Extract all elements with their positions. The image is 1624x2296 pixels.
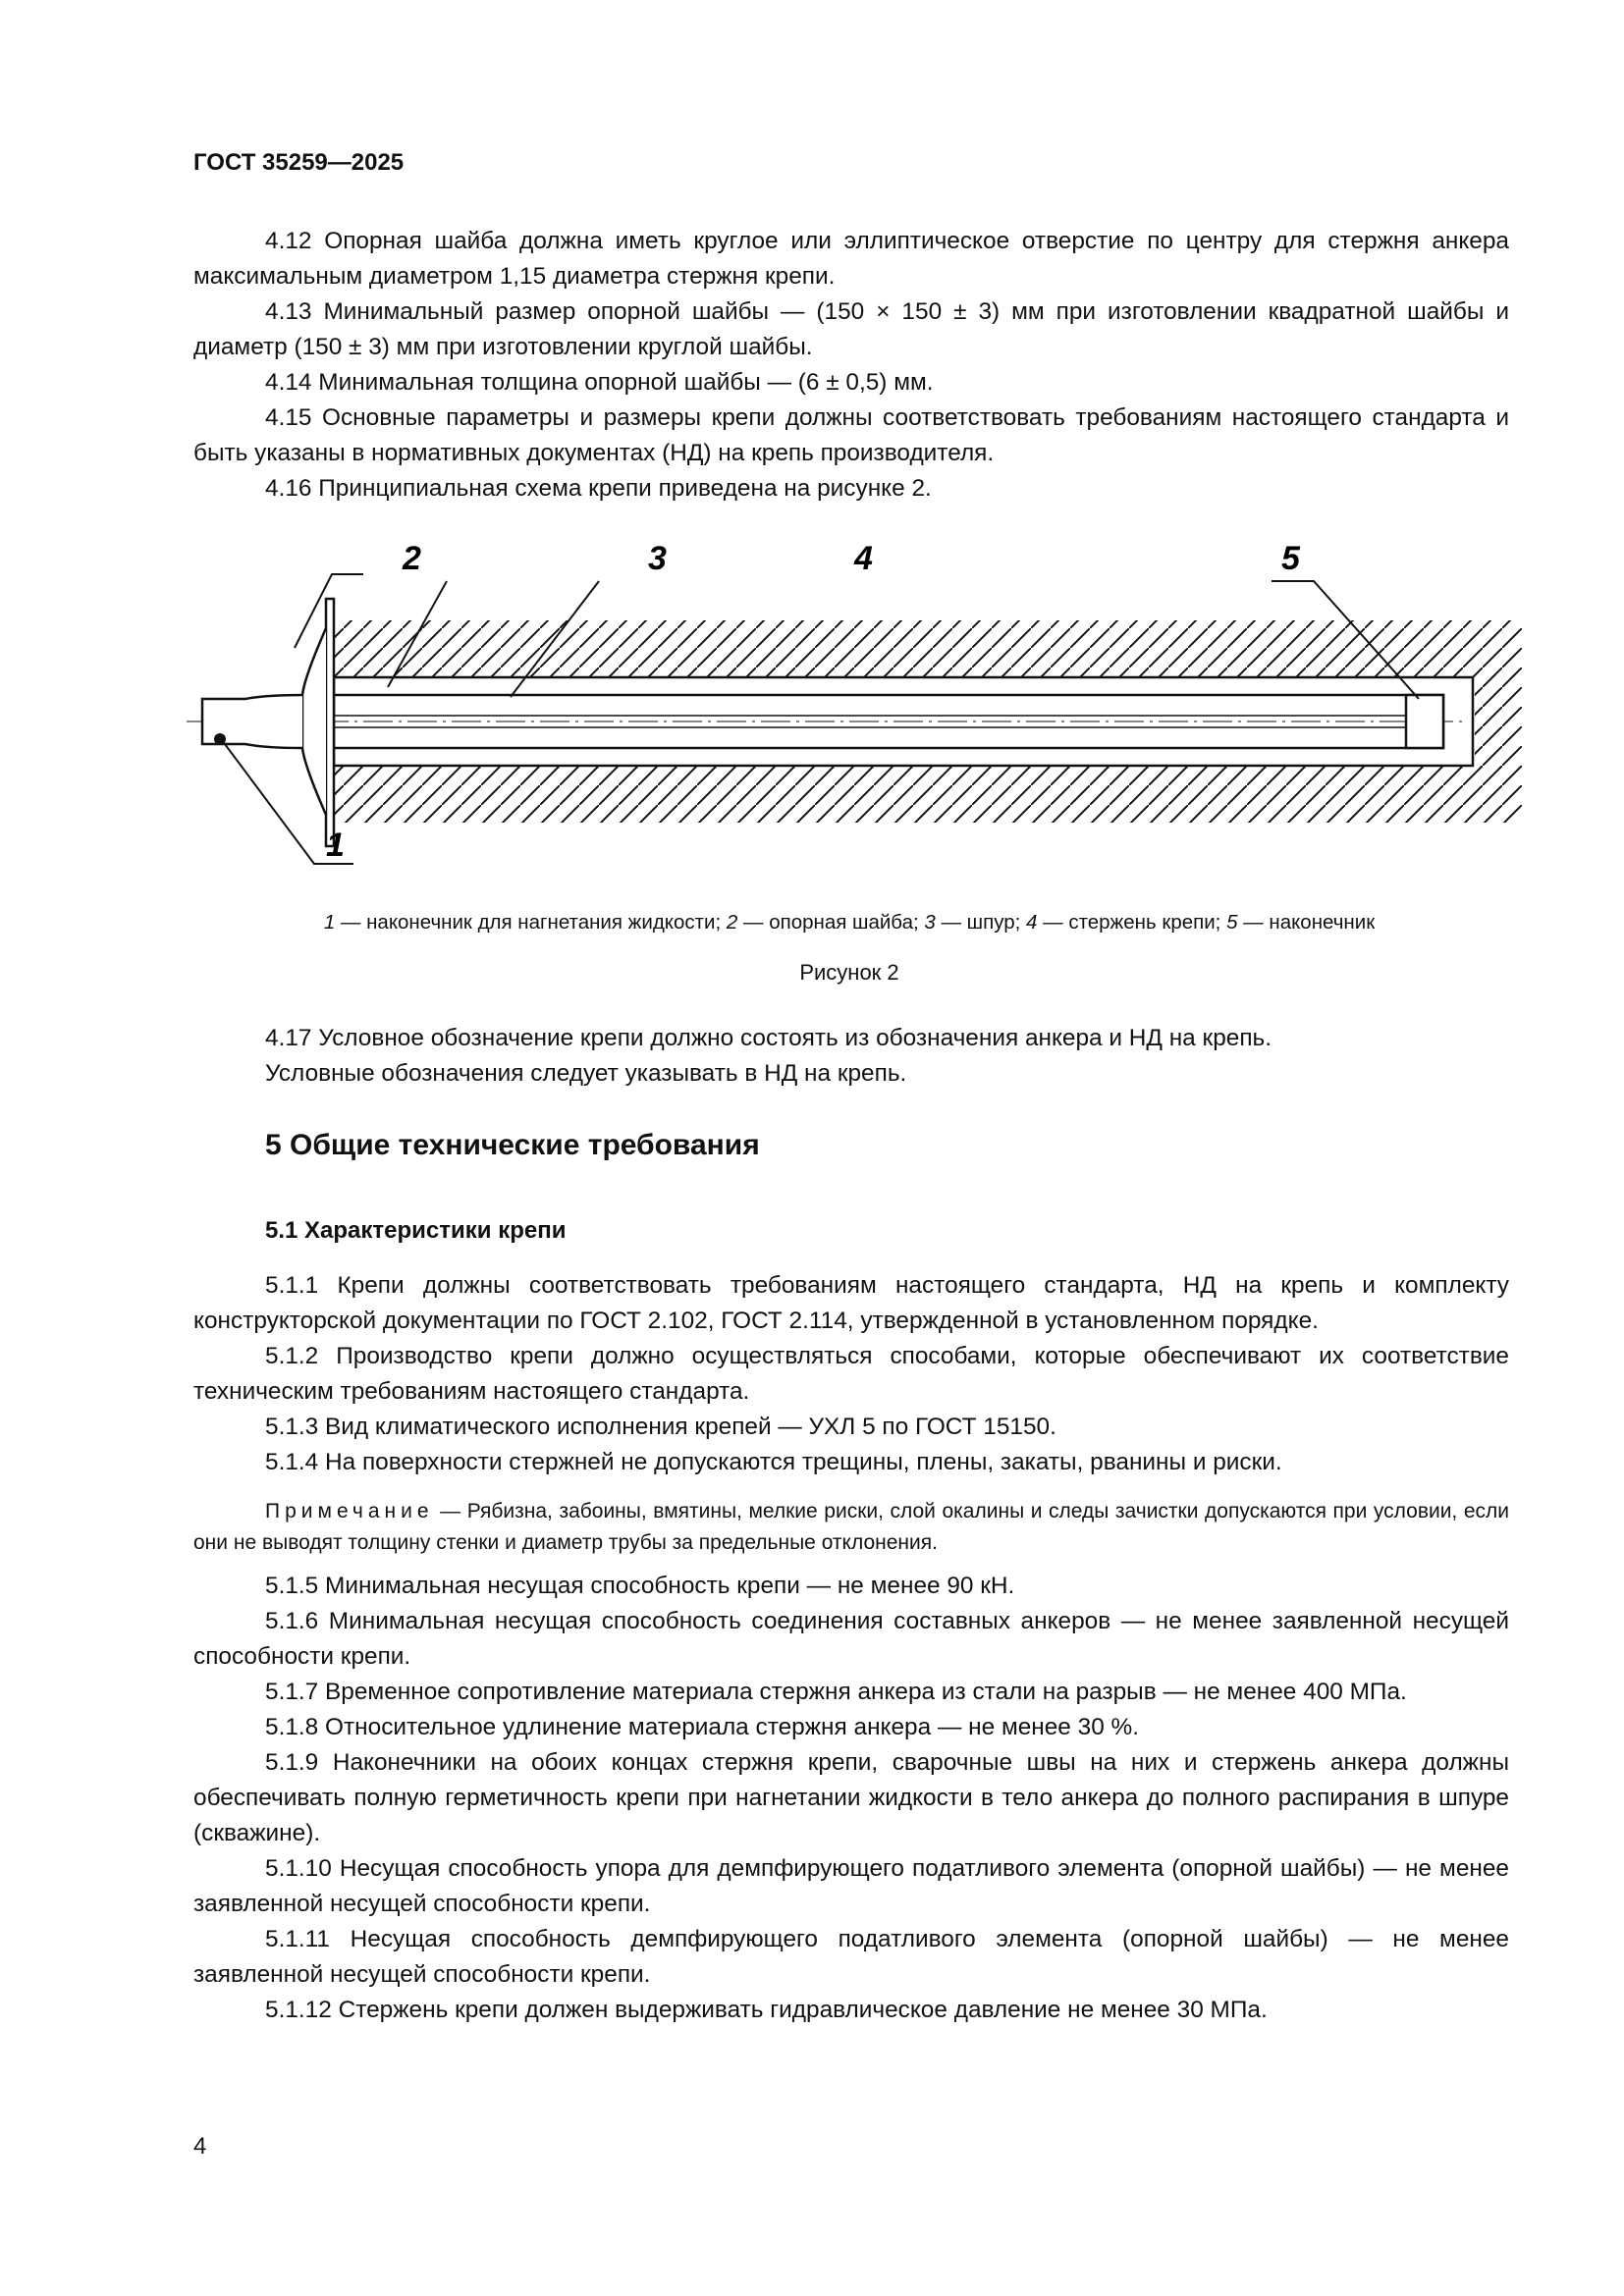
- figure-2-title: Рисунок 2: [799, 960, 899, 985]
- clauses-4-12-to-4-16: [193, 224, 1509, 507]
- clause-5-1-6: 5.1.6 Минимальная несущая способность соединения составных анкеров — не менее заявленной несущей способности крепи.: [193, 1608, 1509, 1670]
- clause-5-1-1: 5.1.1 Крепи должны соответствовать требованиям настоящего стандарта, НД на крепь и комплекту конструкторской документации по ГОСТ 2.102, ГОСТ 2.114, утвержденной в установленном порядке.: [193, 1272, 1509, 1334]
- clause-4-13: 4.13 Минимальный размер опорной шайбы — (150 × 150 ± 3) мм при изготовлении квадратной шайбы и диаметр (150 ± 3) мм при изготовлении круглой шайбы.: [193, 298, 1509, 360]
- clause-5-1-11: 5.1.11 Несущая способность демпфирующего податливого элемента (опорной шайбы) — не менее заявленной несущей способности крепи.: [193, 1926, 1509, 1988]
- note-text: — Рябизна, забоины, вмятины, мелкие риски, слой окалины и следы зачистки допускаются при условии, если они не выводят толщину стенки и диаметр трубы за предельные отклонения.: [193, 1500, 1509, 1554]
- callout-1: 1: [326, 827, 345, 864]
- clause-5-1-2: 5.1.2 Производство крепи должно осуществляться способами, которые обеспечивают их соответствие техническим требованиям настоящего стандарта.: [193, 1343, 1509, 1405]
- clause-4-12: 4.12 Опорная шайба должна иметь круглое или эллиптическое отверстие по центру для стержня анкера максимальным диаметром 1,15 диаметра стержня крепи.: [193, 228, 1509, 290]
- clauses-5-1-block: [193, 1268, 1509, 2028]
- legend-n1: 1: [323, 911, 336, 934]
- note-block: [193, 1496, 1509, 1559]
- callout-5: 5: [1281, 540, 1300, 577]
- legend-n4: 4: [1026, 911, 1038, 934]
- clause-5-1-9: 5.1.9 Наконечники на обоих концах стержня крепи, сварочные швы на них и стержень анкера должны обеспечивать полную герметичность крепи при нагнетании жидкости в тело анкера до полного распирания в шпуре (скважине).: [193, 1749, 1509, 1846]
- rock-hatch-bottom: [334, 766, 1522, 823]
- rock-hatch-top: [334, 620, 1522, 677]
- callout-3: 3: [648, 540, 667, 577]
- note-label: Примечание: [265, 1500, 434, 1522]
- clause-5-1-4: 5.1.4 На поверхности стержней не допускаются трещины, плены, закаты, рванины и риски.: [265, 1449, 1282, 1475]
- figure-2-legend: [187, 911, 1512, 934]
- clause-4-17: 4.17 Условное обозначение крепи должно состоять из обозначения анкера и НД на крепь.: [265, 1025, 1272, 1051]
- clause-4-17-block: [193, 1021, 1509, 1092]
- clause-5-1-7: 5.1.7 Временное сопротивление материала стержня анкера из стали на разрыв — не менее 400 МПа.: [265, 1679, 1407, 1705]
- clause-4-17-cont: Условные обозначения следует указывать в НД на крепь.: [265, 1060, 907, 1087]
- section-5-1-heading: 5.1 Характеристики крепи: [265, 1217, 567, 1244]
- damping-cone: [302, 628, 326, 815]
- legend-n3: 3: [924, 911, 936, 934]
- clause-5-1-3: 5.1.3 Вид климатического исполнения крепей — УХЛ 5 по ГОСТ 15150.: [265, 1414, 1056, 1440]
- clause-4-16: 4.16 Принципиальная схема крепи приведена на рисунке 2.: [265, 475, 932, 502]
- clause-5-1-10: 5.1.10 Несущая способность упора для демпфирующего податливого элемента (опорной шайбы) — не менее заявленной несущей способности крепи.: [193, 1855, 1509, 1917]
- document-header: ГОСТ 35259—2025: [193, 149, 405, 176]
- clause-5-1-5: 5.1.5 Минимальная несущая способность крепи — не менее 90 кН.: [265, 1573, 1015, 1599]
- legend-n2: 2: [726, 911, 738, 934]
- legend-t3: — шпур;: [935, 911, 1027, 934]
- legend-t5: — наконечник: [1237, 911, 1376, 934]
- clause-5-1-8: 5.1.8 Относительное удлинение материала стержня анкера — не менее 30 %.: [265, 1714, 1140, 1740]
- clause-4-15: 4.15 Основные параметры и размеры крепи должны соответствовать требованиям настоящего стандарта и быть указаны в нормативных документах (НД) на крепь производителя.: [193, 404, 1509, 466]
- callout-4: 4: [854, 540, 873, 577]
- page-number: 4: [193, 2133, 207, 2160]
- figure-2-diagram: [187, 530, 1522, 883]
- legend-t2: — опорная шайба;: [737, 911, 925, 934]
- clause-4-14: 4.14 Минимальная толщина опорной шайбы — (6 ± 0,5) мм.: [265, 369, 934, 396]
- section-5-heading: 5 Общие технические требования: [265, 1129, 760, 1161]
- end-cap-5: [1406, 695, 1443, 748]
- bearing-plate-2: [326, 599, 334, 846]
- rock-hatch-right: [1475, 675, 1522, 768]
- legend-n5: 5: [1226, 911, 1238, 934]
- legend-t4: — стержень крепи;: [1037, 911, 1227, 934]
- legend-t1: — наконечник для нагнетания жидкости;: [335, 911, 727, 934]
- clause-5-1-12: 5.1.12 Стержень крепи должен выдерживать гидравлическое давление не менее 30 МПа.: [265, 1997, 1268, 2023]
- callout-2: 2: [403, 540, 421, 577]
